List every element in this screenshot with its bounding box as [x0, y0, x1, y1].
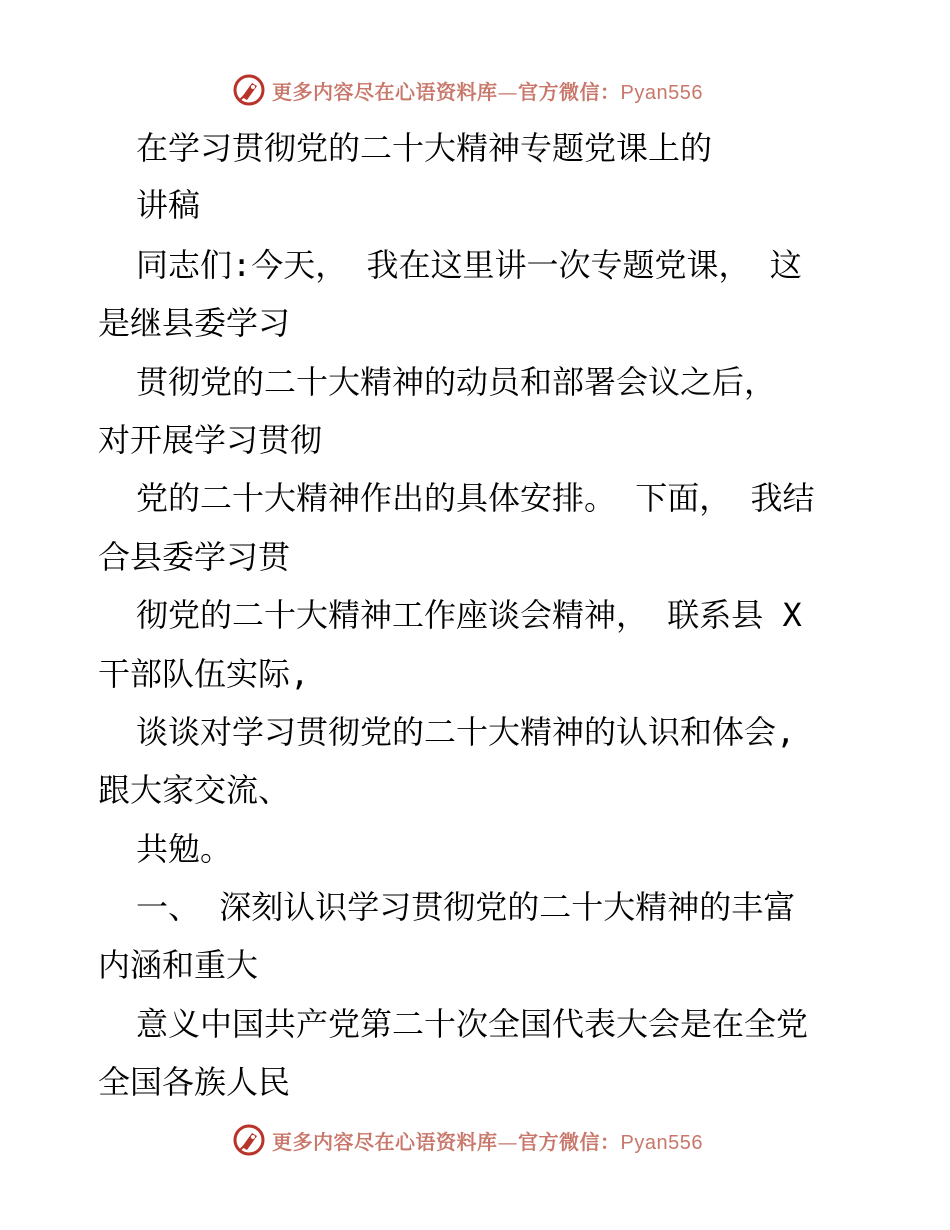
watermark-footer: [232, 1120, 712, 1160]
watermark-id: Pyan556: [620, 81, 703, 104]
watermark-suffix: 官方微信：: [518, 1129, 621, 1154]
doc-line: 贯彻党的二十大精神的动员和部署会议之后，: [136, 363, 777, 401]
doc-line: 彻党的二十大精神工作座谈会精神， 联系县 X: [136, 596, 802, 634]
watermark-brand: 更多内容尽在心语资料库: [272, 1129, 498, 1154]
doc-title-line-1: 在学习贯彻党的二十大精神专题党课上的: [136, 129, 713, 167]
doc-line: 内涵和重大: [98, 946, 259, 984]
pen-nib-circle-icon: [232, 1123, 266, 1157]
doc-line: 同志们:今天， 我在这里讲一次专题党课， 这: [136, 246, 802, 284]
doc-line: 干部队伍实际,: [98, 655, 310, 693]
doc-section-heading: 一、 深刻认识学习贯彻党的二十大精神的丰富: [136, 888, 796, 926]
doc-line: 合县委学习贯: [98, 538, 291, 576]
doc-line: 意义中国共产党第二十次全国代表大会是在全党: [136, 1005, 809, 1043]
watermark-dash: —: [497, 1129, 518, 1154]
watermark-text: [272, 1126, 703, 1155]
doc-line: 党的二十大精神作出的具体安排。 下面， 我结: [136, 479, 815, 517]
watermark-id: Pyan556: [620, 1131, 703, 1154]
watermark-brand: 更多内容尽在心语资料库: [272, 79, 498, 104]
doc-line: 对开展学习贯彻: [98, 421, 323, 459]
doc-title-line-2: 讲稿: [136, 186, 201, 224]
doc-line: 共勉。: [136, 830, 233, 868]
doc-line: 全国各族人民: [98, 1063, 291, 1101]
watermark-suffix: 官方微信：: [518, 79, 621, 104]
doc-line: 谈谈对学习贯彻党的二十大精神的认识和体会,: [136, 713, 796, 751]
watermark-dash: —: [497, 79, 518, 104]
doc-line: 跟大家交流、: [98, 771, 291, 809]
doc-line: 是继县委学习: [98, 304, 291, 342]
